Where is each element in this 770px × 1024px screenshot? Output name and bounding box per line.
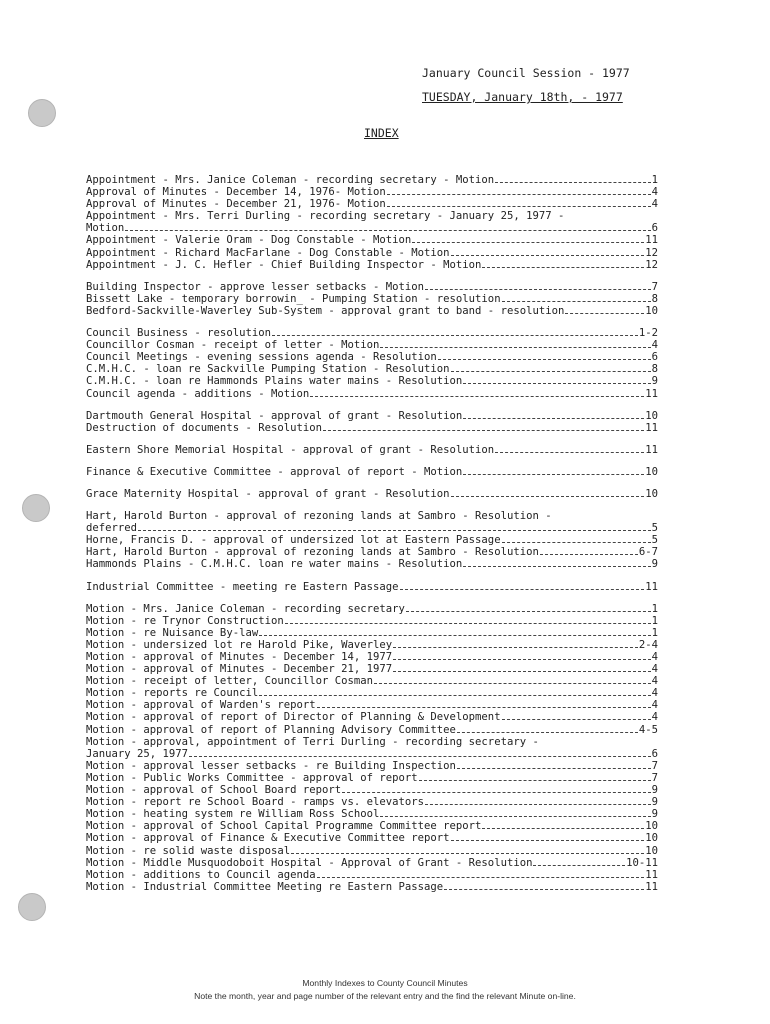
dash-leader [317, 707, 651, 708]
dash-leader [451, 371, 651, 372]
dash-leader [425, 289, 651, 290]
entry-page: 2-4 [638, 638, 658, 651]
entry-text: Destruction of documents - Resolution [86, 421, 322, 434]
entry-page: 4 [651, 675, 658, 688]
entry-text: Horne, Francis D. - approval of undersized lot at Eastern Passage [86, 534, 501, 547]
entry-page: 9 [651, 796, 658, 809]
index-entry [86, 724, 658, 736]
dash-leader [380, 347, 650, 348]
index-entry [86, 651, 658, 663]
entry-group [86, 327, 658, 400]
punch-hole-middle [22, 494, 50, 522]
index-title: INDEX [364, 126, 399, 140]
entry-page: 8 [651, 292, 658, 305]
index-entry [86, 281, 658, 293]
entry-page: 7 [651, 759, 658, 772]
dash-leader [189, 756, 651, 757]
dash-leader [495, 452, 644, 453]
index-entry [86, 627, 658, 639]
dash-leader [374, 683, 651, 684]
index-entry [86, 234, 658, 246]
entry-page: 4 [651, 699, 658, 712]
dash-leader [393, 671, 650, 672]
entry-page: 9 [651, 784, 658, 797]
dash-leader [393, 659, 650, 660]
index-entry [86, 222, 658, 234]
entry-page: 8 [651, 363, 658, 376]
dash-leader [463, 474, 644, 475]
entry-page: 11 [645, 868, 658, 881]
entry-page: 4 [651, 198, 658, 211]
entry-text: Approval of Minutes - December 14, 1976- Motion [86, 186, 386, 199]
dash-leader [419, 780, 651, 781]
index-entry [86, 711, 658, 723]
dash-leader [482, 828, 644, 829]
footer-line-2: Note the month, year and page number of the relevant entry and the find the relevant Minute on-line. [194, 991, 576, 1001]
index-entry [86, 488, 658, 500]
entry-page: 1 [651, 602, 658, 615]
entry-page: 6 [651, 222, 658, 235]
entry-text: Motion [86, 222, 125, 235]
index-entry [86, 305, 658, 317]
entry-text: Motion - re Nuisance By-law [86, 626, 259, 639]
entry-page: 4 [651, 339, 658, 352]
index-entry [86, 534, 658, 546]
dash-leader [540, 554, 638, 555]
entry-text: Appointment - Valerie Oram - Dog Constable - Motion [86, 234, 412, 247]
index-entry [86, 410, 658, 422]
entry-page: 1 [651, 174, 658, 186]
entry-text: Eastern Shore Memorial Hospital - approval of grant - Resolution [86, 443, 495, 456]
index-entry [86, 375, 658, 387]
entry-page: 4 [651, 687, 658, 700]
index-entry [86, 603, 658, 615]
entry-text: Appointment - Mrs. Janice Coleman - recording secretary - Motion [86, 174, 495, 186]
entry-page: 7 [651, 280, 658, 293]
index-entry [86, 772, 658, 784]
index-entries [86, 174, 658, 903]
entry-group [86, 466, 658, 478]
index-entry [86, 869, 658, 881]
entry-text: Motion - approval of Finance & Executive Committee report [86, 832, 450, 845]
dash-leader [444, 889, 644, 890]
index-entry [86, 351, 658, 363]
index-entry [86, 639, 658, 651]
index-entry [86, 615, 658, 627]
entry-group [86, 488, 658, 500]
dash-leader [463, 418, 644, 419]
dash-leader [502, 301, 651, 302]
entry-text: Hammonds Plains - C.M.H.C. loan re water mains - Resolution [86, 558, 463, 571]
entry-page: 6 [651, 351, 658, 364]
entry-text: Hart, Harold Burton - approval of rezoning lands at Sambro - Resolution - [86, 510, 552, 523]
index-entry [86, 663, 658, 675]
dash-leader [502, 719, 651, 720]
index-entry [86, 760, 658, 772]
index-entry [86, 466, 658, 478]
entry-text: Motion - receipt of letter, Councillor Cosman [86, 675, 374, 688]
entry-text: Building Inspector - approve lesser setbacks - Motion [86, 280, 425, 293]
entry-page: 10 [645, 832, 658, 845]
entry-text: Appointment - J. C. Hefler - Chief Building Inspector - Motion [86, 258, 482, 271]
index-entry [86, 388, 658, 400]
entry-text: Motion - approval lesser setbacks - re Building Inspection [86, 759, 456, 772]
entry-page: 5 [651, 522, 658, 535]
entry-page: 10 [645, 820, 658, 833]
entry-page: 11 [645, 880, 658, 893]
entry-text: Motion - approval of report of Planning Advisory Committee [86, 723, 456, 736]
entry-text: Motion - approval of School Capital Programme Committee report [86, 820, 482, 833]
dash-leader [438, 359, 651, 360]
dash-leader [502, 542, 651, 543]
entry-text: C.M.H.C. - loan re Sackville Pumping Station - Resolution [86, 363, 450, 376]
entry-text: Hart, Harold Burton - approval of rezoning lands at Sambro - Resolution [86, 546, 539, 559]
entry-text: Bedford-Sackville-Waverley Sub-System - approval grant to band - resolution [86, 304, 565, 317]
entry-text: Motion - approval of Warden's report [86, 699, 316, 712]
dash-leader [463, 566, 650, 567]
dash-leader [259, 695, 650, 696]
index-entry [86, 327, 658, 339]
entry-text: Motion - reports re Council [86, 687, 259, 700]
punch-hole-bottom [18, 893, 46, 921]
index-entry [86, 796, 658, 808]
index-entry [86, 675, 658, 687]
entry-page: 10 [645, 304, 658, 317]
index-entry [86, 699, 658, 711]
entry-text: Motion - re solid waste disposal [86, 844, 291, 857]
entry-text: Motion - Middle Musquodoboit Hospital - Approval of Grant - Resolution [86, 856, 533, 869]
dash-leader [138, 530, 651, 531]
entry-text: Motion - Public Works Committee - approval of report [86, 771, 418, 784]
dash-leader [387, 194, 651, 195]
index-entry [86, 736, 658, 748]
entry-text: Appointment - Richard MacFarlane - Dog Constable - Motion [86, 246, 450, 259]
entry-text: Council Business - resolution [86, 327, 271, 340]
entry-page: 12 [645, 258, 658, 271]
dash-leader [291, 853, 644, 854]
entry-page: 11 [645, 580, 658, 593]
entry-page: 5 [651, 534, 658, 547]
entry-text: Bissett Lake - temporary borrowin_ - Pumping Station - resolution [86, 292, 501, 305]
entry-page: 4 [651, 663, 658, 676]
index-entry [86, 174, 658, 186]
entry-text: Motion - approval of report of Director of Planning & Development [86, 711, 501, 724]
entry-page: 9 [651, 808, 658, 821]
entry-page: 12 [645, 246, 658, 259]
entry-group [86, 581, 658, 593]
dash-leader [387, 206, 651, 207]
entry-page: 4 [651, 186, 658, 199]
entry-text: Motion - approval of Minutes - December 21, 1977 [86, 663, 393, 676]
entry-text: Councillor Cosman - receipt of letter - Motion [86, 339, 380, 352]
entry-page: 10 [645, 844, 658, 857]
entry-text: deferred [86, 522, 138, 535]
entry-group [86, 603, 658, 893]
entry-page: 9 [651, 558, 658, 571]
index-entry [86, 748, 658, 760]
entry-group [86, 444, 658, 456]
entry-text: Motion - Mrs. Janice Coleman - recording secretary [86, 602, 405, 615]
index-entry [86, 293, 658, 305]
index-entry [86, 832, 658, 844]
dash-leader [565, 313, 644, 314]
entry-page: 1 [651, 614, 658, 627]
entry-group [86, 510, 658, 570]
dash-leader [272, 335, 638, 336]
index-entry [86, 210, 658, 222]
index-entry [86, 687, 658, 699]
entry-text: Motion - re Trynor Construction [86, 614, 284, 627]
dash-leader [495, 182, 650, 183]
index-entry [86, 581, 658, 593]
dash-leader [451, 255, 645, 256]
dash-leader [323, 430, 644, 431]
index-entry [86, 845, 658, 857]
entry-page: 6 [651, 747, 658, 760]
entry-group [86, 410, 658, 434]
index-entry [86, 820, 658, 832]
entry-page: 4 [651, 711, 658, 724]
index-entry [86, 363, 658, 375]
index-entry [86, 422, 658, 434]
entry-text: Industrial Committee - meeting re Eastern Passage [86, 580, 399, 593]
entry-page: 11 [645, 421, 658, 434]
entry-text: January 25, 1977 [86, 747, 189, 760]
entry-text: Dartmouth General Hospital - approval of grant - Resolution [86, 409, 463, 422]
index-entry [86, 558, 658, 570]
dash-leader [463, 383, 650, 384]
entry-page: 11 [645, 443, 658, 456]
dash-leader [451, 840, 645, 841]
dash-leader [342, 792, 650, 793]
entry-text: Council agenda - additions - Motion [86, 387, 310, 400]
index-entry [86, 881, 658, 893]
dash-leader [425, 804, 651, 805]
entry-group [86, 281, 658, 317]
dash-leader [533, 865, 625, 866]
index-entry [86, 247, 658, 259]
entry-page: 11 [645, 234, 658, 247]
session-title: January Council Session - 1977 [422, 66, 630, 80]
entry-text: Council Meetings - evening sessions agenda - Resolution [86, 351, 437, 364]
entry-page: 7 [651, 771, 658, 784]
punch-hole-top [28, 99, 56, 127]
entry-page: 4-5 [638, 723, 658, 736]
entry-page: 10 [645, 487, 658, 500]
entry-text: Approval of Minutes - December 21, 1976- Motion [86, 198, 386, 211]
index-entry [86, 784, 658, 796]
entry-page: 6-7 [638, 546, 658, 559]
index-entry [86, 857, 658, 869]
index-entry [86, 510, 658, 522]
dash-leader [482, 267, 644, 268]
dash-leader [412, 242, 644, 243]
entry-page: 1 [651, 626, 658, 639]
entry-text: Motion - undersized lot re Harold Pike, Waverley [86, 638, 393, 651]
dash-leader [406, 611, 651, 612]
entry-page: 1-2 [638, 327, 658, 340]
dash-leader [285, 623, 651, 624]
dash-leader [125, 230, 650, 231]
index-entry [86, 522, 658, 534]
dash-leader [451, 496, 645, 497]
entry-text: Finance & Executive Committee - approval of report - Motion [86, 465, 463, 478]
entry-page: 4 [651, 651, 658, 663]
index-entry [86, 339, 658, 351]
footer-line-1: Monthly Indexes to County Council Minutes [302, 978, 468, 988]
dash-leader [310, 396, 644, 397]
index-entry [86, 186, 658, 198]
dash-leader [259, 635, 650, 636]
dash-leader [380, 816, 650, 817]
entry-page: 9 [651, 375, 658, 388]
dash-leader [317, 877, 645, 878]
entry-group [86, 174, 658, 271]
entry-text: Motion - approval of School Board report [86, 784, 342, 797]
dash-leader [393, 647, 638, 648]
entry-page: 10 [645, 409, 658, 422]
entry-page: 10 [645, 465, 658, 478]
index-entry [86, 259, 658, 271]
index-entry [86, 198, 658, 210]
entry-text: Grace Maternity Hospital - approval of grant - Resolution [86, 487, 450, 500]
entry-text: Appointment - Mrs. Terri Durling - recording secretary - January 25, 1977 - [86, 210, 565, 223]
dash-leader [400, 589, 645, 590]
entry-page: 10-11 [626, 856, 658, 869]
entry-text: Motion - approval of Minutes - December 14, 1977 [86, 651, 393, 663]
entry-page: 11 [645, 387, 658, 400]
entry-text: C.M.H.C. - loan re Hammonds Plains water mains - Resolution [86, 375, 463, 388]
index-entry [86, 808, 658, 820]
dash-leader [457, 732, 638, 733]
index-entry [86, 546, 658, 558]
entry-text: Motion - Industrial Committee Meeting re Eastern Passage [86, 880, 444, 893]
index-entry [86, 444, 658, 456]
entry-text: Motion - heating system re William Ross School [86, 808, 380, 821]
session-date: TUESDAY, January 18th, - 1977 [422, 90, 623, 104]
dash-leader [457, 768, 651, 769]
entry-text: Motion - approval, appointment of Terri Durling - recording secretary - [86, 735, 539, 748]
entry-text: Motion - additions to Council agenda [86, 868, 316, 881]
entry-text: Motion - report re School Board - ramps vs. elevators [86, 796, 425, 809]
